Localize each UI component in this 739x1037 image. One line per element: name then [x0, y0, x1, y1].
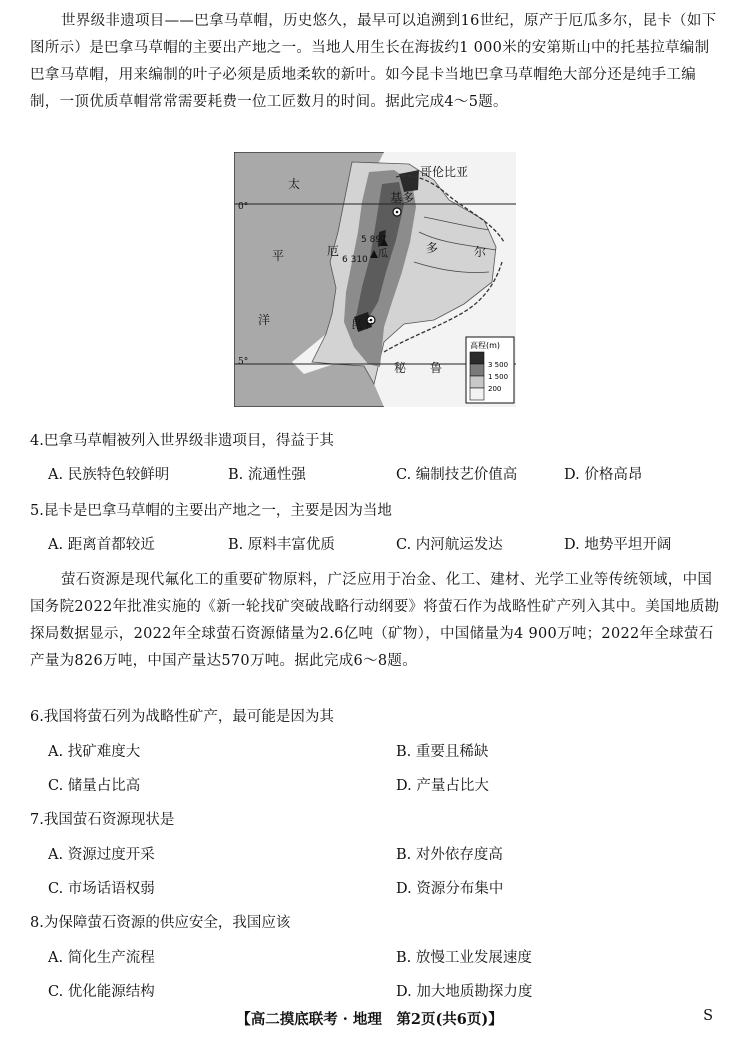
question-7-option-a[interactable]: A. 资源过度开采 [48, 847, 155, 863]
question-8-option-d[interactable]: D. 加大地质勘探力度 [396, 984, 533, 1000]
question-6-option-c[interactable]: C. 储量占比高 [48, 778, 141, 794]
label-peru1: 秘 [394, 361, 407, 375]
question-8-option-a[interactable]: A. 简化生产流程 [48, 950, 155, 966]
question-8-stem: 8.为保障萤石资源的供应安全，我国应该 [30, 915, 291, 931]
question-6-stem: 6.我国将萤石列为战略性矿产，最可能是因为其 [30, 709, 334, 725]
question-8-option-c[interactable]: C. 优化能源结构 [48, 984, 155, 1000]
passage-fluorite [30, 567, 720, 675]
label-tai: 太 [288, 177, 301, 191]
legend-swatch-3 [470, 376, 484, 388]
question-5-option-c[interactable]: C. 内河航运发达 [396, 537, 503, 553]
legend-item-3: 200 [488, 385, 502, 393]
question-4-option-a[interactable]: A. 民族特色较鲜明 [48, 467, 170, 483]
page-footer [0, 1008, 739, 1029]
passage-2-text: 萤石资源是现代氟化工的重要矿物原料，广泛应用于冶金、化工、建材、光学工业等传统领域，中国国务院2022年批准实施的《新一轮找矿突破战略行动纲要》将萤石作为战略性矿产列入其中。美国地质勘探局数据显示，2022年全球萤石资源储量为2.6亿吨（矿物），中国储量为4 900万吨；2022年全球萤石产量为826万吨，中国产量达570万吨。据此完成6～8题。 [30, 572, 720, 669]
question-7-option-b[interactable]: B. 对外依存度高 [396, 847, 503, 863]
map-legend [466, 337, 514, 403]
legend-swatch-1 [470, 352, 484, 364]
question-4-option-b[interactable]: B. 流通性强 [228, 467, 306, 483]
legend-item-1: 3 500 [488, 361, 509, 369]
footer-mark: S [703, 1008, 713, 1024]
label-quito: 基多 [390, 191, 415, 205]
legend-swatch-4 [470, 388, 484, 400]
label-lat0: 0° [238, 202, 249, 212]
label-cuenca: 昆卡 [351, 318, 373, 331]
question-6-option-d[interactable]: D. 产量占比大 [396, 778, 489, 794]
question-4-option-d[interactable]: D. 价格高昂 [564, 467, 643, 483]
label-ec2: 瓜 [378, 249, 388, 260]
label-ec4: 尔 [474, 245, 487, 259]
question-6-option-b[interactable]: B. 重要且稀缺 [396, 744, 489, 760]
passage-panama-hat [30, 8, 720, 116]
label-ec1: 厄 [327, 244, 340, 258]
question-7-stem: 7.我国萤石资源现状是 [30, 812, 175, 828]
question-5-option-d[interactable]: D. 地势平坦开阔 [564, 537, 672, 553]
question-8-option-b[interactable]: B. 放慢工业发展速度 [396, 950, 532, 966]
legend-title: 高程(m) [470, 341, 501, 350]
question-5-stem: 5.昆卡是巴拿马草帽的主要出产地之一，主要是因为当地 [30, 503, 392, 519]
quito-dot [396, 211, 399, 214]
question-7-option-c[interactable]: C. 市场话语权弱 [48, 881, 155, 897]
label-peak-5897: 5 897 [361, 235, 387, 245]
question-6-option-a[interactable]: A. 找矿难度大 [48, 744, 141, 760]
question-4-option-c[interactable]: C. 编制技艺价值高 [396, 467, 518, 483]
passage-1-text: 世界级非遗项目——巴拿马草帽，历史悠久，最早可以追溯到16世纪，原产于厄瓜多尔，昆卡（如下图所示）是巴拿马草帽的主要出产地之一。当地人用生长在海拔约1 000米的安第斯山中的托基拉草编制巴拿马草帽，用来编制的叶子必须是质地柔软的新叶。如今昆卡当地巴拿马草帽绝大部分还是纯手工编制，一顶优质草帽常常需要耗费一位工匠数月的时间。据此完成4～5题。 [30, 13, 717, 110]
label-ping: 平 [272, 249, 285, 263]
question-7-option-d[interactable]: D. 资源分布集中 [396, 881, 504, 897]
label-peak-6310: 6 310 [342, 255, 368, 265]
label-yang: 洋 [258, 313, 271, 327]
label-peru2: 鲁 [430, 361, 443, 375]
label-ec3: 多 [426, 241, 439, 255]
legend-item-2: 1 500 [488, 373, 509, 381]
label-lat5: 5° [238, 357, 249, 367]
question-4-stem: 4.巴拿马草帽被列入世界级非遗项目，得益于其 [30, 433, 334, 449]
question-5-option-a[interactable]: A. 距离首都较近 [48, 537, 155, 553]
label-colombia: 哥伦比亚 [420, 165, 469, 179]
ecuador-elevation-map [234, 152, 516, 407]
question-5-option-b[interactable]: B. 原料丰富优质 [228, 537, 335, 553]
legend-swatch-2 [470, 364, 484, 376]
footer-text: 【高二摸底联考 · 地理 第2页(共6页)】 [236, 1011, 503, 1028]
